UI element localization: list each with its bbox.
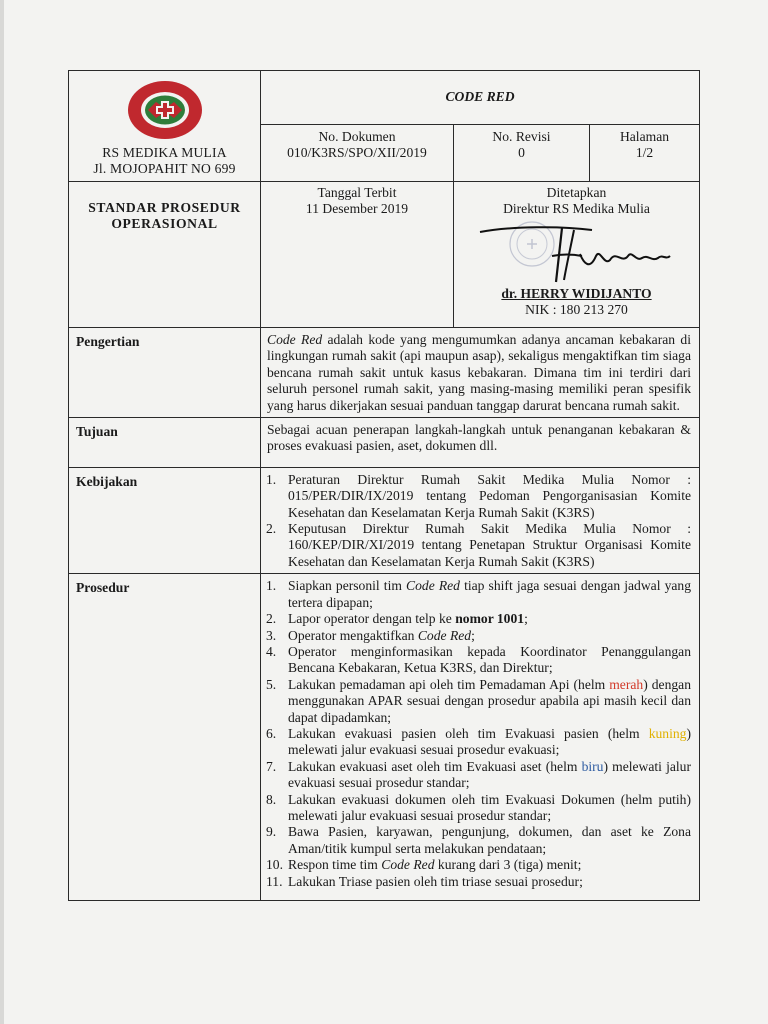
list-item: 10. Respon time tim Code Red kurang dari 3 (tiga) menit; [266, 857, 582, 873]
list-item: 4. Operator menginformasikan kepada Koordinator Penanggulangan Bencana Kebakaran, Ketua K3RS, dan Direktur; [266, 643, 691, 676]
page-label: Halaman [619, 129, 670, 144]
hospital-logo [126, 79, 204, 141]
list-item: 1. Siapkan personil tim Code Red tiap shift jaga sesuai dengan jadwal yang tertera dipapan; [266, 578, 691, 610]
list-item: 6. Lakukan evakuasi pasien oleh tim Evakuasi pasien (helm kuning) melewati jalur evakuasi sesuai prosedur evakuasi; [266, 725, 691, 758]
director-name: dr. HERRY WIDIJANTO [501, 285, 652, 301]
list-item: 1. Peraturan Direktur Rumah Sakit Medika Mulia Nomor : 015/PER/DIR/IX/2019 tentang Pedoman Pengorganisasian Komite Kesehatan dan Keselamatan Kerja Rumah Sakit (K3RS) [266, 471, 691, 520]
revision-cell [454, 125, 590, 182]
revision-label: No. Revisi [492, 129, 551, 144]
pengertian-code-red: Code Red [267, 332, 323, 347]
sop-label-cell [69, 182, 261, 328]
sop-label-line2: OPERASIONAL [111, 216, 218, 232]
pengertian-label: Pengertian [69, 328, 261, 418]
list-item: 2. Keputusan Direktur Rumah Sakit Medika Mulia Nomor : 160/KEP/DIR/XI/2019 tentang Penetapan Struktur Organisasi Komite Kesehatan dan Keselamatan Kerja Rumah Sakit (K3RS) [266, 521, 691, 569]
blue-helmet-text: biru [581, 758, 604, 774]
list-item: 2. Lapor operator dengan telp ke nomor 1001; [266, 611, 528, 627]
kebijakan-list [261, 467, 700, 573]
kebijakan-label: Kebijakan [69, 467, 261, 573]
sop-table [68, 70, 700, 901]
revision-value: 0 [518, 145, 525, 161]
approval-label: Ditetapkan [546, 185, 607, 200]
hospital-header-cell [69, 71, 261, 182]
hospital-name: RS MEDIKA MULIA [102, 145, 227, 160]
issue-date-label: Tanggal Terbit [317, 185, 397, 200]
director-nik: NIK : 180 213 270 [525, 302, 628, 318]
page-value: 1/2 [635, 145, 654, 161]
list-item: 9. Bawa Pasien, karyawan, pengunjung, dokumen, dan aset ke Zona Aman/titik kumpul serta melakukan pendataan; [266, 824, 691, 856]
list-item: 11. Lakukan Triase pasien oleh tim triase sesuai prosedur; [266, 873, 583, 889]
red-helmet-text: merah [609, 676, 644, 692]
list-item: 7. Lakukan evakuasi aset oleh tim Evakuasi aset (helm biru) melewati jalur evakuasi sesuai prosedur standar; [266, 758, 692, 791]
issue-date-cell [261, 182, 454, 328]
prosedur-list [261, 574, 700, 901]
list-item: 3. Operator mengaktifkan Code Red; [266, 627, 475, 643]
issue-date-value: 11 Desember 2019 [305, 201, 409, 217]
doc-number-value: 010/K3RS/SPO/XII/2019 [287, 145, 427, 161]
tujuan-text: Sebagai acuan penerapan langkah-langkah untuk penanganan kebakaran & proses evakuasi pasien, aset, dokumen dll. [261, 418, 700, 468]
pengertian-text [261, 328, 700, 418]
document-title: CODE RED [261, 71, 700, 125]
approval-cell [454, 182, 700, 328]
sop-label-line1: STANDAR PROSEDUR [88, 200, 241, 215]
hospital-address: Jl. MOJOPAHIT NO 699 [93, 161, 236, 176]
prosedur-label: Prosedur [69, 574, 261, 901]
tujuan-label: Tujuan [69, 418, 261, 468]
yellow-helmet-text: kuning [648, 725, 687, 741]
list-item: 8. Lakukan evakuasi dokumen oleh tim Evakuasi Dokumen (helm putih) melewati jalur evakuasi sesuai prosedur standar; [266, 791, 691, 823]
approval-by: Direktur RS Medika Mulia [503, 201, 650, 217]
list-item: 5. Lakukan pemadaman api oleh tim Pemadaman Api (helm merah) dengan menggunakan APAR sesuai dengan prosedur apabila api masih kecil dan dapat dipadamkan; [266, 676, 691, 725]
director-signature [472, 220, 682, 288]
pengertian-body: adalah kode yang mengumumkan adanya ancaman kebakaran di lingkungan rumah sakit (api maupun asap), sekaligus mengaktifkan tim siaga bencana rumah sakit untuk kasus kebakaran. Dimana tim ini terdiri dari seluruh personel rumah sakit, yang masing-masing memiliki peran spesifik yang harus dikerjakan sesuai panduan tanggap darurat bencana rumah sakit. [267, 332, 691, 413]
doc-number-label: No. Dokumen [318, 129, 396, 144]
page-cell [590, 125, 700, 182]
doc-number-cell [261, 125, 454, 182]
